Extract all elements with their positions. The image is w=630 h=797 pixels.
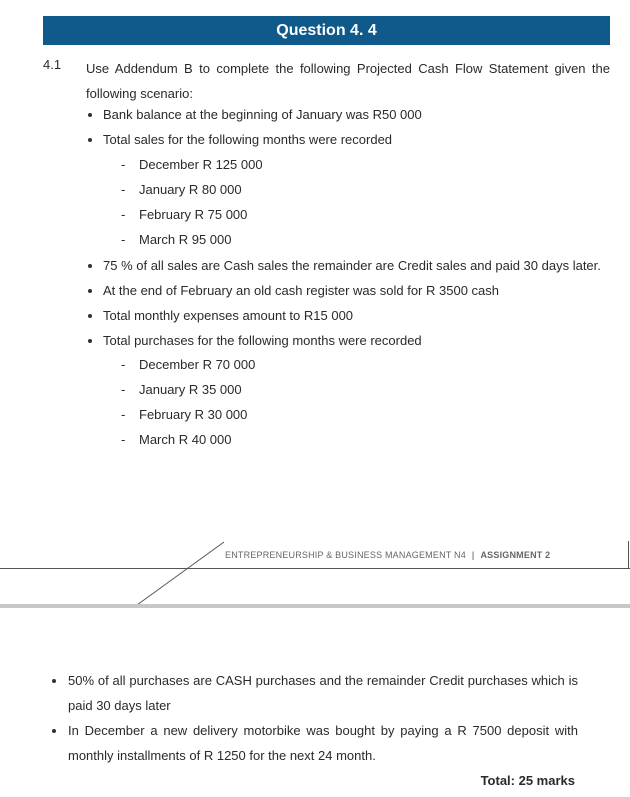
question-number: 4.1: [43, 57, 62, 72]
bullet-dot: [52, 679, 56, 683]
purchases-item-march: March R 40 000: [139, 432, 232, 447]
bullet-dot: [88, 113, 92, 117]
footer-course: ENTREPRENEURSHIP & BUSINESS MANAGEMENT N4: [225, 550, 466, 560]
question-intro: Use Addendum B to complete the following Projected Cash Flow Statement given the following scenario:: [86, 61, 610, 101]
bullet-dot: [52, 729, 56, 733]
bullet-delivery-motorbike: In December a new delivery motorbike was bought by paying a R 7500 deposit with monthly installments of R 1250 for the next 24 month.: [68, 723, 578, 763]
footer-separator: |: [471, 550, 475, 560]
bullet-cash-register: At the end of February an old cash register was sold for R 3500 cash: [103, 283, 499, 298]
total-marks: Total: 25 marks: [480, 773, 575, 788]
sales-item-december: December R 125 000: [139, 157, 263, 172]
dash-marker: -: [121, 182, 126, 197]
sales-item-march: March R 95 000: [139, 232, 232, 247]
dash-marker: -: [121, 207, 126, 222]
bullet-dot: [88, 314, 92, 318]
sales-item-february: February R 75 000: [139, 207, 248, 222]
dash-marker: -: [121, 432, 126, 447]
footer-rule-tick: [628, 541, 629, 568]
footer-rule: [0, 568, 630, 569]
footer-text: [225, 550, 550, 560]
dash-marker: -: [121, 157, 126, 172]
bullet-cash-sales: 75 % of all sales are Cash sales the remainder are Credit sales and paid 30 days later.: [103, 258, 601, 273]
purchases-item-january: January R 35 000: [139, 382, 242, 397]
sales-item-january: January R 80 000: [139, 182, 242, 197]
bullet-dot: [88, 339, 92, 343]
dash-marker: -: [121, 232, 126, 247]
bullet-total-purchases: Total purchases for the following months were recorded: [103, 333, 422, 348]
purchases-item-december: December R 70 000: [139, 357, 256, 372]
bullet-dot: [88, 264, 92, 268]
purchases-item-february: February R 30 000: [139, 407, 248, 422]
footer-assignment: ASSIGNMENT 2: [480, 550, 551, 560]
dash-marker: -: [121, 382, 126, 397]
bullet-monthly-expenses: Total monthly expenses amount to R15 000: [103, 308, 354, 323]
page-break: [0, 604, 630, 608]
bullet-total-sales: Total sales for the following months were recorded: [103, 132, 393, 147]
dash-marker: -: [121, 407, 126, 422]
dash-marker: -: [121, 357, 126, 372]
question-header-bar: [43, 16, 610, 45]
bullet-cash-purchases: 50% of all purchases are CASH purchases and the remainder Credit purchases which is paid 30 days later: [68, 673, 578, 713]
bullet-dot: [88, 138, 92, 142]
question-title: Question 4. 4: [276, 21, 377, 39]
footer-diagonal-line: [130, 538, 230, 608]
bullet-dot: [88, 289, 92, 293]
bullet-bank-balance: Bank balance at the beginning of January was R50 000: [103, 107, 422, 122]
